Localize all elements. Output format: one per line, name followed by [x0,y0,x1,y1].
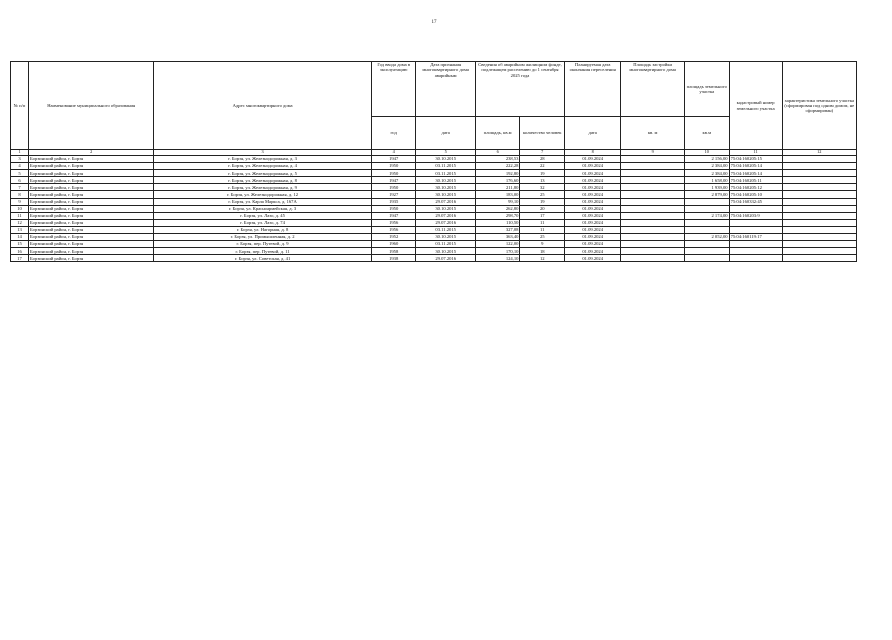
year-cell: 1956 [371,226,416,233]
cadastral-cell: 75:04:160205:15 [729,155,782,162]
cadastral-cell: 75:04:160205:12 [729,184,782,191]
municipality-cell: Борзинский район, г. Борзя [29,248,154,255]
land-area-cell [684,226,729,233]
header-housing-info: Сведения об аварийном жилищном фонде, подлежащем расселению до 1 сентября 2025 года [475,62,564,117]
address-cell: г. Борзя, ул. Красноармейская, д. 3 [154,205,372,212]
residents-cell: 9 [520,241,565,248]
row-number: 16 [11,248,29,255]
col-num-9: 9 [621,150,685,156]
cadastral-cell [729,205,782,212]
land-char-cell [782,255,856,262]
cadastral-cell: 75:04:160205:11 [729,177,782,184]
residents-cell: 12 [520,255,565,262]
land-char-cell [782,226,856,233]
recognition-date-cell: 30.10.2015 [416,205,475,212]
build-area-cell [621,248,685,255]
cadastral-cell [729,226,782,233]
address-cell: г. Борзя, ул. Лазо, д. 45 [154,212,372,219]
recognition-date-cell: 03.11.2015 [416,226,475,233]
area-cell: 222,28 [475,163,520,170]
address-cell: г. Борзя, ул. Нагорная, д. 8 [154,226,372,233]
year-cell: 1947 [371,212,416,219]
cadastral-cell: 75:04:160332:45 [729,198,782,205]
plan-date-cell: 01.09.2024 [565,205,621,212]
year-cell: 1938 [371,255,416,262]
land-char-cell [782,155,856,162]
land-area-cell: 2 384,00 [684,163,729,170]
build-area-cell [621,170,685,177]
land-area-cell [684,198,729,205]
header-build-area: Площадь застройки многоквартирного дома [621,62,685,117]
subheader-residents: количество человек [520,117,565,150]
col-num-5: 5 [416,150,475,156]
land-area-cell [684,255,729,262]
col-num-4: 4 [371,150,416,156]
row-number: 15 [11,241,29,248]
cadastral-cell: 75:04:160205:14 [729,170,782,177]
recognition-date-cell: 30.10.2015 [416,155,475,162]
plan-date-cell: 01.09.2024 [565,170,621,177]
table-row [11,155,857,162]
build-area-cell [621,163,685,170]
table-row [11,255,857,262]
municipality-cell: Борзинский район, г. Борзя [29,155,154,162]
build-area-cell [621,219,685,226]
residents-cell: 20 [520,205,565,212]
build-area-cell [621,255,685,262]
year-cell: 1950 [371,170,416,177]
col-num-10: 10 [684,150,729,156]
municipality-cell: Борзинский район, г. Борзя [29,255,154,262]
land-area-cell: 2 384,00 [684,170,729,177]
build-area-cell [621,205,685,212]
year-cell: 1956 [371,219,416,226]
row-number: 3 [11,155,29,162]
recognition-date-cell: 30.10.2015 [416,233,475,240]
residents-cell: 22 [520,163,565,170]
header-recognition-date: Дата признания многоквартирного дома аварийным [416,62,475,117]
table-row [11,170,857,177]
municipality-cell: Борзинский район, г. Борзя [29,198,154,205]
table-row [11,226,857,233]
cadastral-cell: 75:04:160205:14 [729,163,782,170]
land-char-cell [782,191,856,198]
row-number: 14 [11,233,29,240]
residents-cell: 17 [520,212,565,219]
subheader-year: год [371,117,416,150]
col-num-7: 7 [520,150,565,156]
table-body [11,155,857,261]
row-number: 11 [11,212,29,219]
subheader-plan-date: дата [565,117,621,150]
land-char-cell [782,163,856,170]
build-area-cell [621,212,685,219]
area-cell: 110,50 [475,219,520,226]
area-cell: 238,53 [475,155,520,162]
col-num-8: 8 [565,150,621,156]
area-cell: 192,80 [475,170,520,177]
residents-cell: 19 [520,198,565,205]
land-area-cell: 2 052,00 [684,233,729,240]
build-area-cell [621,184,685,191]
land-area-cell [684,219,729,226]
header-cadastral: кадастровый номер земельного участка [729,62,782,150]
subheader-sqm-build: кв. м [621,117,685,150]
address-cell: г. Борзя, пер. Путевой, д. 9 [154,241,372,248]
land-char-cell [782,212,856,219]
municipality-cell: Борзинский район, г. Борзя [29,184,154,191]
row-number: 8 [11,191,29,198]
build-area-cell [621,241,685,248]
recognition-date-cell: 30.10.2015 [416,248,475,255]
header-commission-year: Год ввода дома в эксплуатацию [371,62,416,117]
row-number: 6 [11,177,29,184]
area-cell: 363,40 [475,233,520,240]
area-cell: 327,08 [475,226,520,233]
area-cell: 298,70 [475,212,520,219]
municipality-cell: Борзинский район, г. Борзя [29,163,154,170]
land-char-cell [782,248,856,255]
row-number: 13 [11,226,29,233]
year-cell: 1927 [371,191,416,198]
table-row [11,184,857,191]
table-row [11,177,857,184]
residents-cell: 32 [520,184,565,191]
row-number: 5 [11,170,29,177]
year-cell: 1960 [371,241,416,248]
build-area-cell [621,155,685,162]
land-char-cell [782,177,856,184]
year-cell: 1935 [371,198,416,205]
land-char-cell [782,241,856,248]
col-num-12: 12 [782,150,856,156]
build-area-cell [621,191,685,198]
subheader-date: дата [416,117,475,150]
land-area-cell: 1 939,00 [684,184,729,191]
recognition-date-cell: 29.07.2016 [416,219,475,226]
year-cell: 1950 [371,205,416,212]
table-row [11,233,857,240]
municipality-cell: Борзинский район, г. Борзя [29,212,154,219]
residents-cell: 13 [520,177,565,184]
table-row [11,198,857,205]
area-cell: 99,10 [475,198,520,205]
cadastral-cell: 75:04:160119:17 [729,233,782,240]
land-area-cell: 1 658,00 [684,177,729,184]
plan-date-cell: 01.09.2024 [565,163,621,170]
row-number: 9 [11,198,29,205]
land-char-cell [782,219,856,226]
recognition-date-cell: 30.10.2015 [416,184,475,191]
land-char-cell [782,184,856,191]
col-num-3: 3 [154,150,372,156]
row-number: 12 [11,219,29,226]
residents-cell: 11 [520,226,565,233]
municipality-cell: Борзинский район, г. Борзя [29,226,154,233]
plan-date-cell: 01.09.2024 [565,191,621,198]
area-cell: 211,80 [475,184,520,191]
recognition-date-cell: 30.10.2015 [416,191,475,198]
area-cell: 124,10 [475,255,520,262]
land-area-cell [684,248,729,255]
address-cell: г. Борзя, ул. Железнодорожная, д. 8 [154,177,372,184]
build-area-cell [621,233,685,240]
year-cell: 1958 [371,248,416,255]
municipality-cell: Борзинский район, г. Борзя [29,219,154,226]
address-cell: г. Борзя, ул. Железнодорожная, д. 12 [154,191,372,198]
recognition-date-cell: 29.07.2016 [416,198,475,205]
address-cell: г. Борзя, пер. Путевой, д. 11 [154,248,372,255]
address-cell: г. Борзя, ул. Советская, д. 41 [154,255,372,262]
plan-date-cell: 01.09.2024 [565,248,621,255]
plan-date-cell: 01.09.2024 [565,212,621,219]
land-area-cell: 2 156,00 [684,155,729,162]
page-number: 17 [431,20,437,25]
col-num-6: 6 [475,150,520,156]
area-cell: 262,80 [475,205,520,212]
table-row [11,205,857,212]
col-num-2: 2 [29,150,154,156]
cadastral-cell [729,241,782,248]
address-cell: г. Борзя, ул. Железнодорожная, д. 3 [154,155,372,162]
year-cell: 1950 [371,184,416,191]
plan-date-cell: 01.09.2024 [565,255,621,262]
cadastral-cell: 75:04:160203:9 [729,212,782,219]
land-area-cell: 2 879,00 [684,191,729,198]
row-number: 17 [11,255,29,262]
area-cell: 176,60 [475,177,520,184]
year-cell: 1952 [371,233,416,240]
municipality-cell: Борзинский район, г. Борзя [29,191,154,198]
residents-cell: 19 [520,170,565,177]
table-row [11,212,857,219]
recognition-date-cell: 29.07.2016 [416,212,475,219]
header-address: Адрес многоквартирного дома [154,62,372,150]
address-cell: г. Борзя, ул. Железнодорожная, д. 9 [154,184,372,191]
subheader-area: площадь, кв.м [475,117,520,150]
area-cell: 183,00 [475,191,520,198]
table-row [11,163,857,170]
land-char-cell [782,198,856,205]
recognition-date-cell: 30.10.2015 [416,177,475,184]
municipality-cell: Борзинский район, г. Борзя [29,170,154,177]
year-cell: 1947 [371,177,416,184]
header-municipality: Наименование муниципального образования [29,62,154,150]
emergency-housing-table [10,61,857,262]
plan-date-cell: 01.09.2024 [565,219,621,226]
address-cell: г. Борзя, ул. Лазо, д. 74 [154,219,372,226]
table-row [11,248,857,255]
header-land-area: площадь земельного участка [684,62,729,117]
cadastral-cell [729,219,782,226]
recognition-date-cell: 03.11.2015 [416,163,475,170]
residents-cell: 28 [520,155,565,162]
plan-date-cell: 01.09.2024 [565,184,621,191]
col-num-1: 1 [11,150,29,156]
row-number: 10 [11,205,29,212]
recognition-date-cell: 29.07.2016 [416,255,475,262]
cadastral-cell: 75:04:160205:10 [729,191,782,198]
header-num: № п/п [11,62,29,150]
land-area-cell: 2 174,00 [684,212,729,219]
residents-cell: 25 [520,233,565,240]
table-row [11,219,857,226]
land-area-cell [684,241,729,248]
land-char-cell [782,205,856,212]
municipality-cell: Борзинский район, г. Борзя [29,205,154,212]
municipality-cell: Борзинский район, г. Борзя [29,241,154,248]
address-cell: г. Борзя, ул. Промышленная, д. 2 [154,233,372,240]
land-area-cell [684,205,729,212]
plan-date-cell: 01.09.2024 [565,155,621,162]
plan-date-cell: 01.09.2024 [565,241,621,248]
table-row [11,191,857,198]
plan-date-cell: 01.09.2024 [565,226,621,233]
area-cell: 122,00 [475,241,520,248]
residents-cell: 25 [520,191,565,198]
address-cell: г. Борзя, ул. Карла Маркса, д. 167А [154,198,372,205]
recognition-date-cell: 03.11.2015 [416,241,475,248]
municipality-cell: Борзинский район, г. Борзя [29,177,154,184]
cadastral-cell [729,255,782,262]
table-row [11,241,857,248]
header-land-char: характеристика земельного участка (сформирован под одним домом, не сформирован) [782,62,856,150]
plan-date-cell: 01.09.2024 [565,177,621,184]
area-cell: 170,10 [475,248,520,255]
plan-date-cell: 01.09.2024 [565,233,621,240]
header-planned-date: Планируемая дата окончания переселения [565,62,621,117]
plan-date-cell: 01.09.2024 [565,198,621,205]
address-cell: г. Борзя, ул. Железнодорожная, д. 4 [154,163,372,170]
residents-cell: 11 [520,219,565,226]
address-cell: г. Борзя, ул. Железнодорожная, д. 5 [154,170,372,177]
build-area-cell [621,226,685,233]
build-area-cell [621,198,685,205]
year-cell: 1947 [371,155,416,162]
year-cell: 1950 [371,163,416,170]
land-char-cell [782,233,856,240]
municipality-cell: Борзинский район, г. Борзя [29,233,154,240]
row-number: 7 [11,184,29,191]
cadastral-cell [729,248,782,255]
build-area-cell [621,177,685,184]
subheader-sqm-land: кв.м [684,117,729,150]
residents-cell: 18 [520,248,565,255]
col-num-11: 11 [729,150,782,156]
row-number: 4 [11,163,29,170]
recognition-date-cell: 03.11.2015 [416,170,475,177]
land-char-cell [782,170,856,177]
